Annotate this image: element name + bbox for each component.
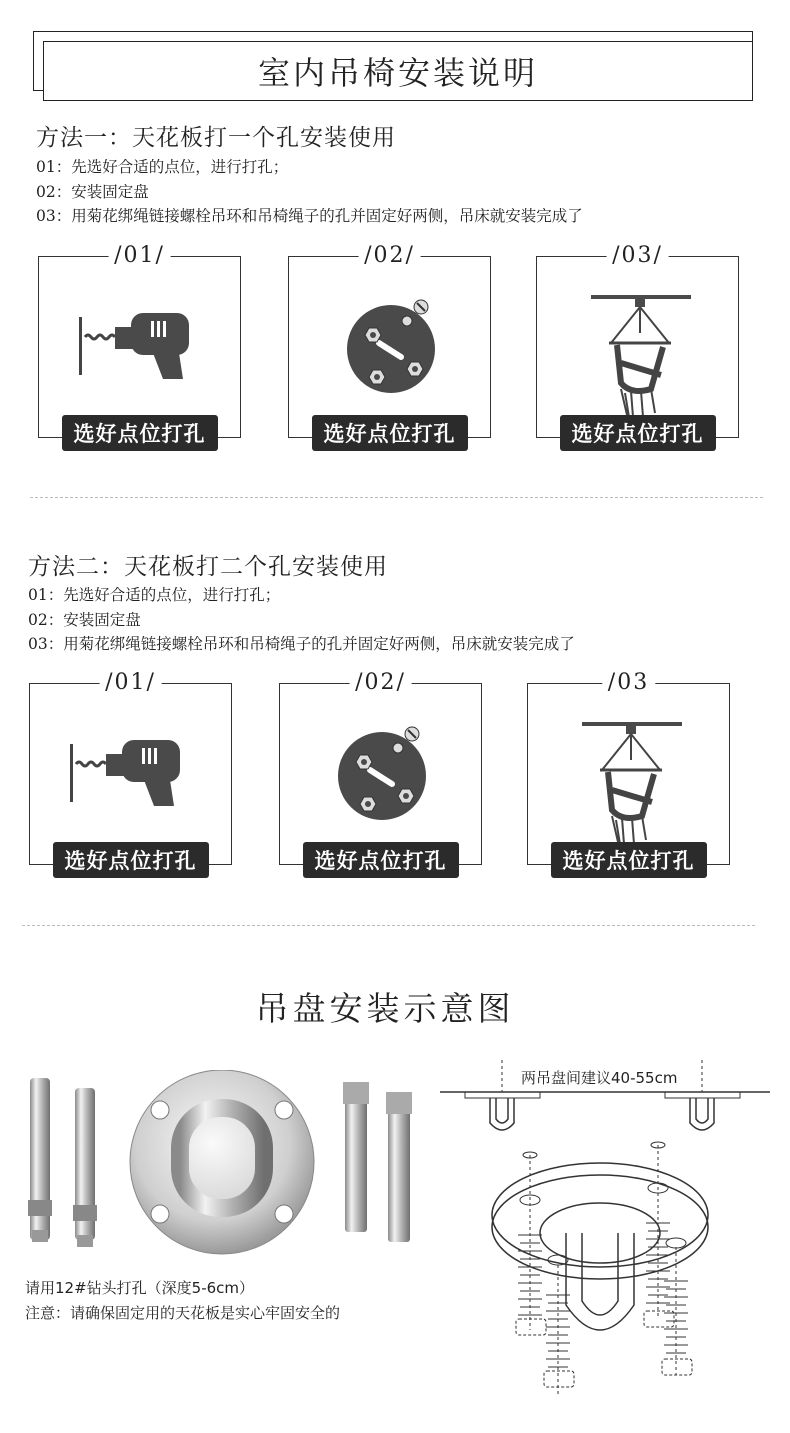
card-number: /02/ (349, 670, 412, 695)
expansion-bolt-icon (343, 1082, 369, 1232)
method-1-card-2 (288, 243, 491, 446)
spacing-label: 两吊盘间建议40-55cm (517, 1067, 681, 1088)
expansion-bolt-icon (386, 1092, 412, 1242)
card-label: 选好点位打孔 (312, 415, 468, 451)
method-2-card-2 (279, 670, 482, 873)
method-1-step-2: 02：安装固定盘 (36, 183, 149, 201)
drill-note: 请用12#钻头打孔（深度5-6cm） (25, 1279, 255, 1297)
diagram-title: 吊盘安装示意图 (255, 989, 515, 1028)
method-1-title: 方法一：天花板打一个孔安装使用 (36, 125, 396, 151)
card-number: /03/ (606, 243, 669, 268)
card-number: /03 (602, 670, 655, 695)
method-1-step-3: 03：用菊花绑绳链接螺栓吊环和吊椅绳子的孔并固定好两侧，吊床就安装完成了 (36, 207, 583, 225)
page-title: 室内吊椅安装说明 (257, 54, 538, 92)
divider (30, 497, 763, 498)
card-label: 选好点位打孔 (551, 842, 707, 878)
safety-note: 注意：请确保固定用的天花板是实心牢固安全的 (25, 1304, 341, 1322)
title-frame (43, 41, 753, 101)
expansion-bolt-icon (28, 1078, 52, 1242)
card-number: /02/ (358, 243, 421, 268)
drill-icon (66, 724, 196, 814)
drill-icon (75, 297, 205, 387)
card-number: /01/ (99, 670, 162, 695)
card-label: 选好点位打孔 (303, 842, 459, 878)
mounting-plate-icon (341, 293, 441, 397)
hanging-chair-icon (591, 293, 691, 423)
card-label: 选好点位打孔 (53, 842, 209, 878)
expansion-bolt-icon (73, 1088, 97, 1247)
mounting-plate-icon (332, 720, 432, 824)
card-number: /01/ (108, 243, 171, 268)
method-1-step-1: 01：先选好合适的点位，进行打孔； (36, 158, 289, 176)
method-2-step-2: 02：安装固定盘 (28, 611, 141, 629)
method-2-card-3 (527, 670, 730, 873)
mounting-plate-icon (130, 1070, 314, 1254)
divider (22, 925, 755, 926)
card-label: 选好点位打孔 (62, 415, 218, 451)
method-2-step-3: 03：用菊花绑绳链接螺栓吊环和吊椅绳子的孔并固定好两侧，吊床就安装完成了 (28, 635, 575, 653)
method-1-card-1 (38, 243, 241, 446)
method-2-title: 方法二：天花板打二个孔安装使用 (28, 554, 388, 580)
card-label: 选好点位打孔 (560, 415, 716, 451)
method-2-step-1: 01：先选好合适的点位，进行打孔； (28, 586, 281, 604)
hanging-chair-icon (582, 720, 682, 850)
method-1-card-3 (536, 243, 739, 446)
method-2-card-1 (29, 670, 232, 873)
installation-diagram (440, 1055, 770, 1425)
hardware-photo (20, 1070, 430, 1260)
